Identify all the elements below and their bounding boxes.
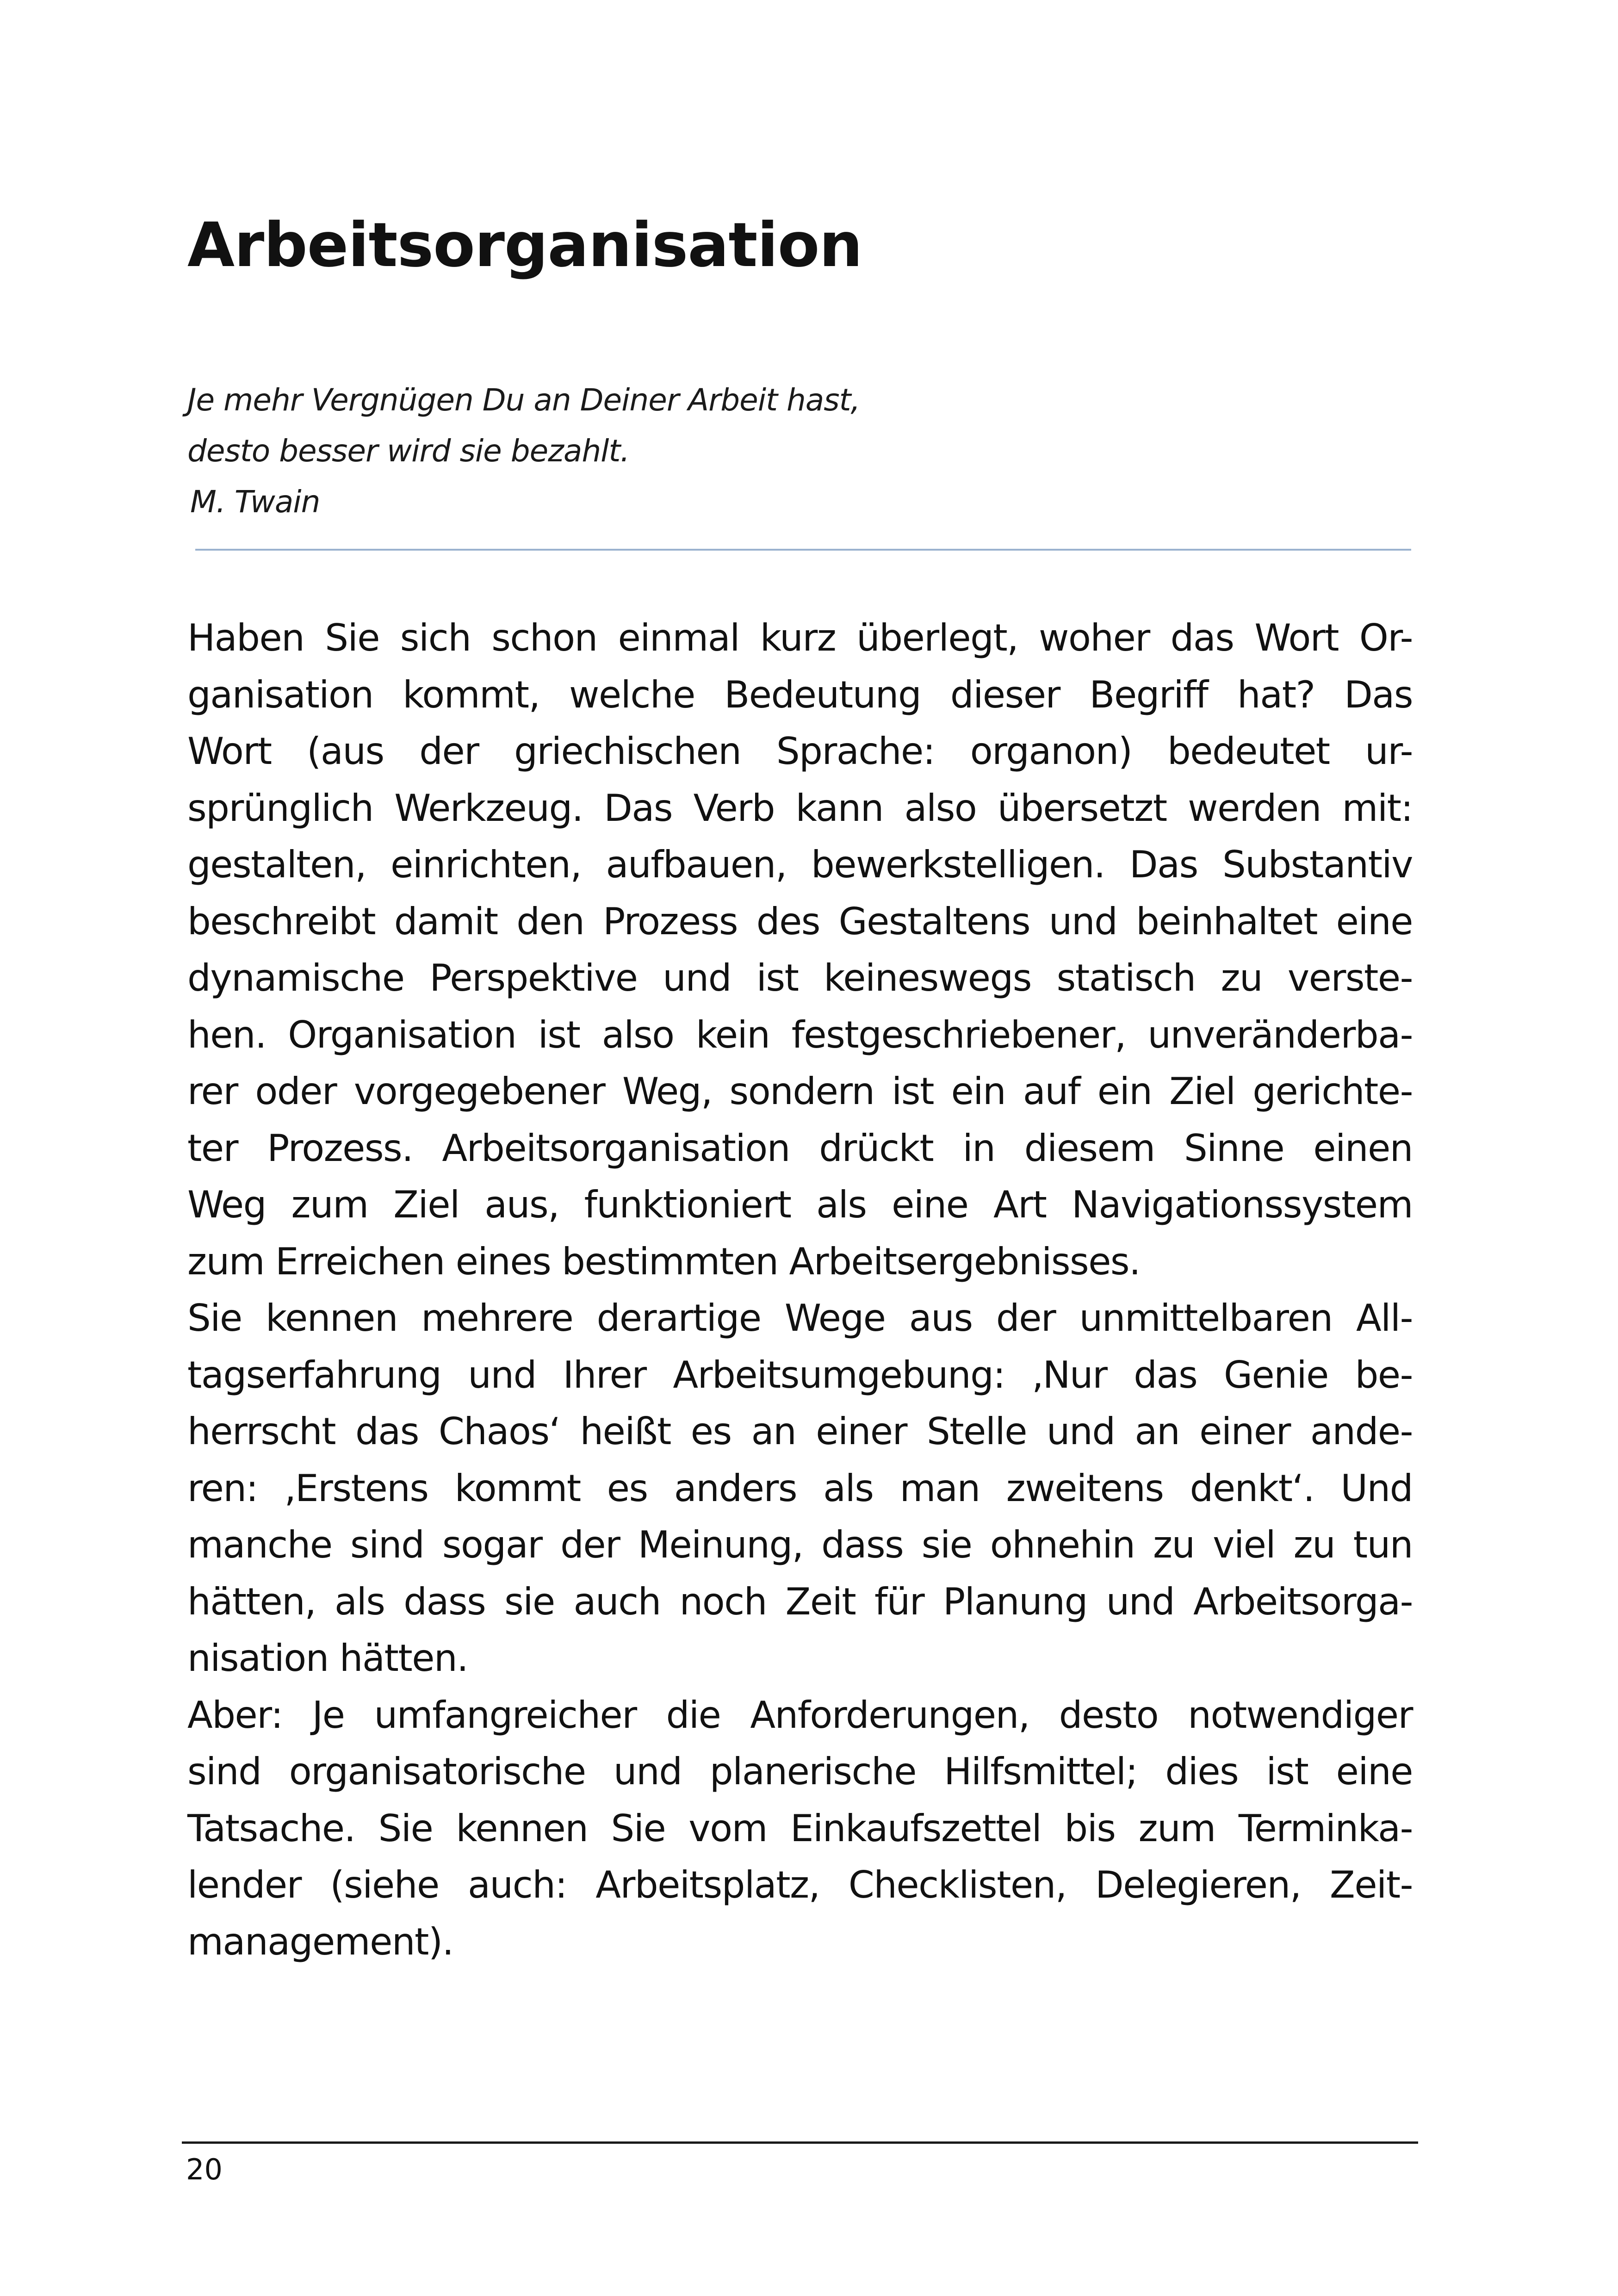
body-line: ganisation kommt, welche Bedeutung dieser Begriff hat? Das xyxy=(187,673,1413,716)
body-line: ter Prozess. Arbeitsorganisation drückt in diesem Sinne einen xyxy=(187,1126,1413,1170)
page-number: 20 xyxy=(186,2153,223,2186)
body-line: zum Erreichen eines bestimmten Arbeitsergebnisses. xyxy=(187,1240,1141,1283)
body-line: Haben Sie sich schon einmal kurz überlegt, woher das Wort Or- xyxy=(187,616,1413,659)
body-line: ren: ‚Erstens kommt es anders als man zweitens denkt‘. Und xyxy=(187,1466,1413,1510)
body-line: tagserfahrung und Ihrer Arbeitsumgebung: ‚Nur das Genie be- xyxy=(187,1353,1413,1396)
body-line: Aber: Je umfangreicher die Anforderungen, desto notwendiger xyxy=(187,1693,1413,1737)
body-line: sprünglich Werkzeug. Das Verb kann also übersetzt werden mit: xyxy=(187,786,1413,830)
quote-line: desto besser wird sie bezahlt. xyxy=(187,433,630,469)
body-line: management). xyxy=(187,1920,453,1963)
quote-separator-line xyxy=(195,549,1411,551)
footer-divider xyxy=(182,2141,1418,2144)
quote-author: M. Twain xyxy=(190,484,320,520)
body-text xyxy=(187,610,1413,1970)
epigraph-quote xyxy=(187,375,860,527)
body-line: lender (siehe auch: Arbeitsplatz, Checklisten, Delegieren, Zeit- xyxy=(187,1863,1413,1906)
body-line: herrscht das Chaos‘ heißt es an einer Stelle und an einer ande- xyxy=(187,1410,1413,1453)
body-line: hen. Organisation ist also kein festgeschriebener, unveränderba- xyxy=(187,1013,1413,1056)
body-line: dynamische Perspektive und ist keineswegs statisch zu verste- xyxy=(187,956,1413,999)
body-line: hätten, als dass sie auch noch Zeit für Planung und Arbeitsorga- xyxy=(187,1580,1413,1623)
body-line: gestalten, einrichten, aufbauen, bewerkstelligen. Das Substantiv xyxy=(187,843,1413,886)
body-line: rer oder vorgegebener Weg, sondern ist ein auf ein Ziel gerichte- xyxy=(187,1070,1413,1113)
body-line: beschreibt damit den Prozess des Gestaltens und beinhaltet eine xyxy=(187,900,1413,943)
page-title: Arbeitsorganisation xyxy=(187,210,862,281)
body-line: Tatsache. Sie kennen Sie vom Einkaufszettel bis zum Terminka- xyxy=(187,1806,1413,1850)
body-line: manche sind sogar der Meinung, dass sie ohnehin zu viel zu tun xyxy=(187,1523,1413,1566)
quote-line: Je mehr Vergnügen Du an Deiner Arbeit hast, xyxy=(187,382,860,418)
body-line: Weg zum Ziel aus, funktioniert als eine Art Navigationssystem xyxy=(187,1183,1413,1226)
body-line: Wort (aus der griechischen Sprache: organon) bedeutet ur- xyxy=(187,730,1413,773)
body-line: Sie kennen mehrere derartige Wege aus der unmittelbaren All- xyxy=(187,1297,1413,1340)
body-line: sind organisatorische und planerische Hilfsmittel; dies ist eine xyxy=(187,1750,1413,1793)
body-line: nisation hätten. xyxy=(187,1637,468,1680)
